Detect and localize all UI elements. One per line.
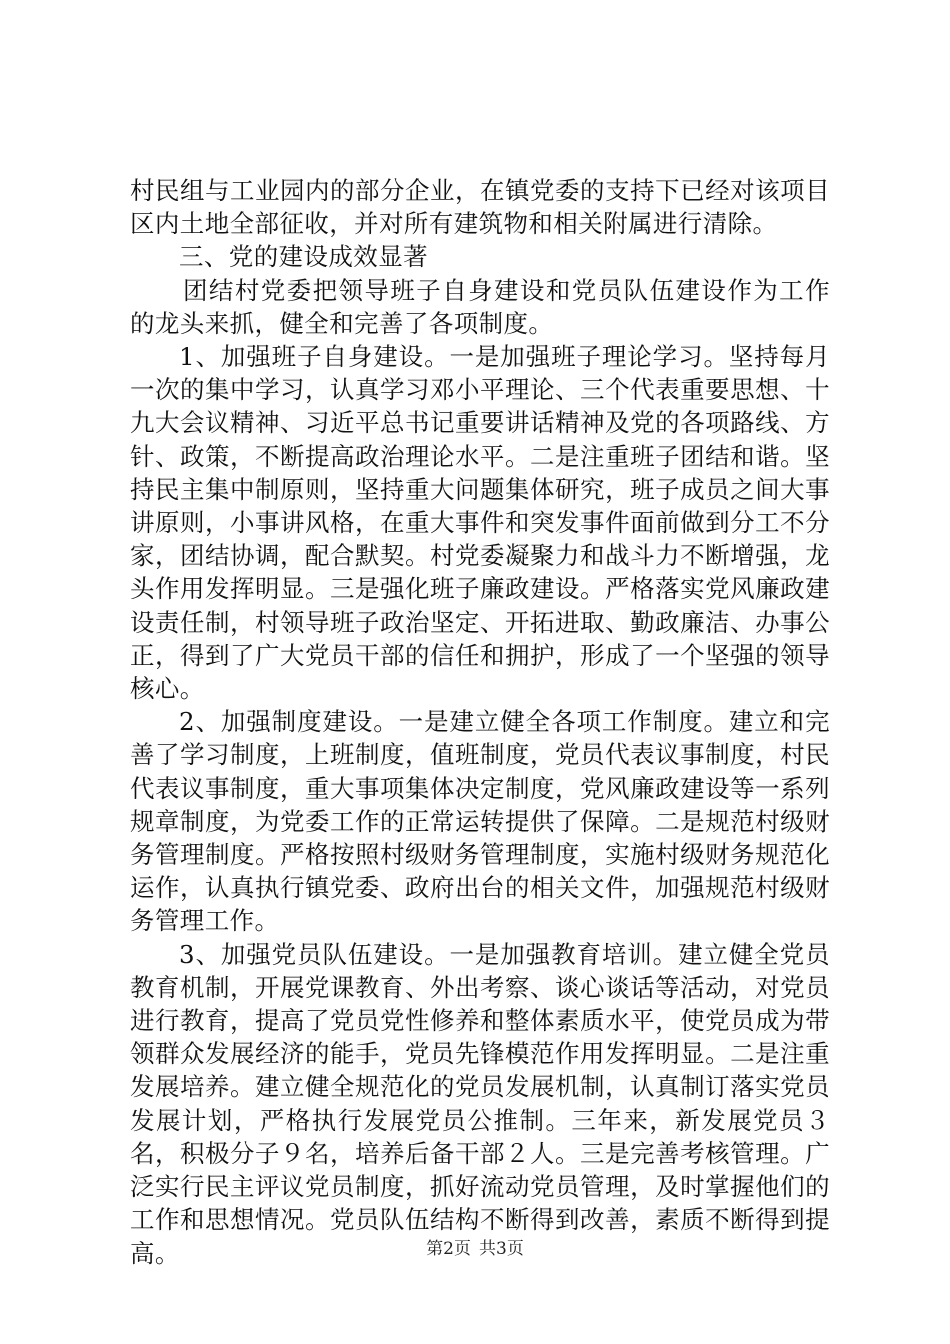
paragraph-item-1: 1、加强班子自身建设。一是加强班子理论学习。坚持每月一次的集中学习，认真学习邓小平理论、三个代表重要思想、十九大会议精神、习近平总书记重要讲话精神及党的各项路线、方针、政策，不断提高政治理论水平。二是注重班子团结和谐。坚持民主集中制原则，坚持重大问题集体研究，班子成员之间大事讲原则，小事讲风格，在重大事件和突发事件面前做到分工不分家，团结协调，配合默契。村党委凝聚力和战斗力不断增强，龙头作用发挥明显。三是强化班子廉政建设。严格落实党风廉政建设责任制，村领导班子政治坚定、开拓进取、勤政廉洁、办事公正，得到了广大党员干部的信任和拥护，形成了一个坚强的领导核心。 xyxy=(130,342,830,704)
page-number: 第2页 xyxy=(426,1239,471,1259)
paragraph-item-3: 3、加强党员队伍建设。一是加强教育培训。建立健全党员教育机制，开展党课教育、外出考察、谈心谈话等活动，对党员进行教育，提高了党员党性修养和整体素质水平，使党员成为带领群众发展经济的能手，党员先锋模范作用发挥明显。二是注重发展培养。建立健全规范化的党员发展机制，认真制订落实党员发展计划，严格执行发展党员公推制。三年来，新发展党员３名，积极分子９名，培养后备干部２人。三是完善考核管理。广泛实行民主评议党员制度，抓好流动党员管理，及时掌握他们的工作和思想情况。党员队伍结构不断得到改善，素质不断得到提高。 xyxy=(130,939,830,1268)
section-heading: 三、党的建设成效显著 xyxy=(179,242,428,272)
document-body xyxy=(130,174,830,1270)
page-total: 共3页 xyxy=(479,1239,524,1259)
page-footer xyxy=(0,1238,950,1260)
paragraph-intro: 团结村党委把领导班子自身建设和党员队伍建设作为工作的龙头来抓，健全和完善了各项制度。 xyxy=(130,275,830,338)
paragraph-continuation: 村民组与工业园内的部分企业，在镇党委的支持下已经对该项目区内土地全部征收，并对所有建筑物和相关附属进行清除。 xyxy=(130,176,830,239)
paragraph-item-2: 2、加强制度建设。一是建立健全各项工作制度。建立和完善了学习制度，上班制度，值班制度，党员代表议事制度，村民代表议事制度，重大事项集体决定制度，党风廉政建设等一系列规章制度，为党委工作的正常运转提供了保障。二是规范村级财务管理制度。严格按照村级财务管理制度，实施村级财务规范化运作，认真执行镇党委、政府出台的相关文件，加强规范村级财务管理工作。 xyxy=(130,707,830,936)
